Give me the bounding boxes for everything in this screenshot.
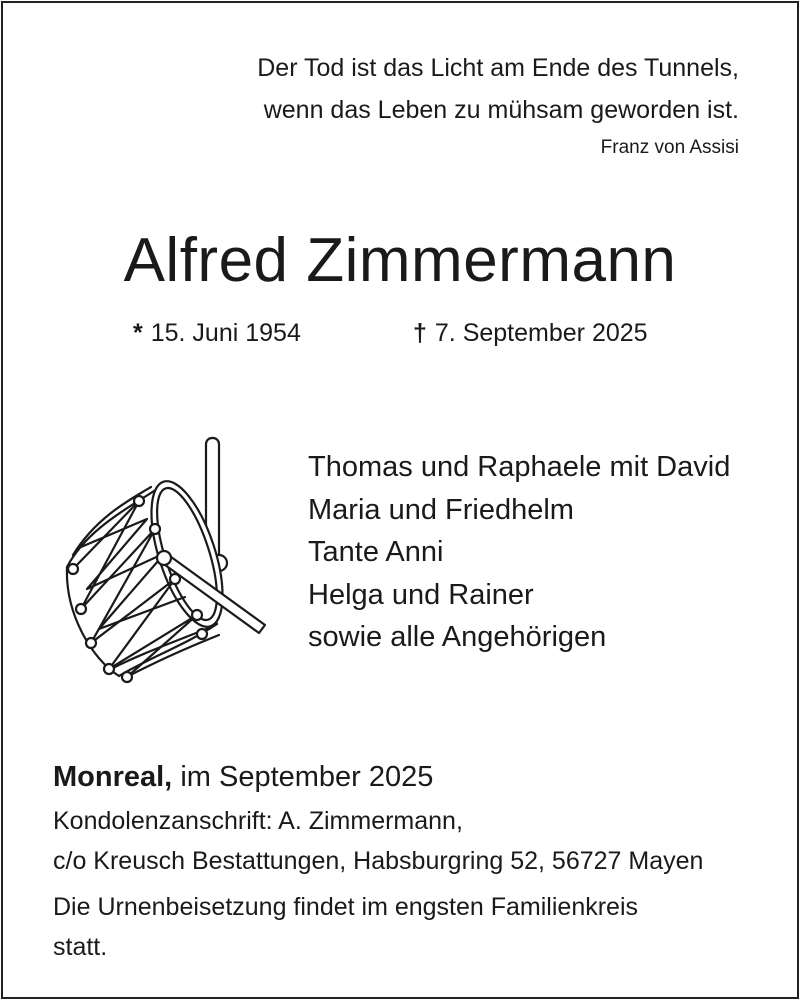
family-list [308,446,730,659]
death-date: 7. September 2025 [434,319,648,347]
family-member: sowie alle Angehörigen [308,621,607,653]
family-member: Tante Anni [308,536,444,568]
birth-symbol: * [133,319,143,347]
quote-author: Franz von Assisi [600,137,739,158]
family-member: Maria und Friedhelm [308,493,574,526]
family-member: Helga und Rainer [308,578,534,611]
birth-date: 15. Juni 1954 [150,319,301,347]
burial-note-line-1: Die Urnenbeisetzung findet im engsten Familienkreis [53,893,639,921]
quote-block [257,47,739,161]
place-date-line [53,755,763,799]
birth-date-group [133,319,301,348]
obituary-notice [1,1,799,999]
notice-date: im September 2025 [180,761,434,793]
life-dates [3,319,797,355]
condolence-address-line-1: Kondolenzanschrift: A. Zimmermann, [53,807,463,835]
place-name: Monreal, [53,761,173,793]
death-symbol: † [413,319,427,347]
quote-line-2: wenn das Leben zu mühsam geworden ist. [263,96,739,124]
family-member: Thomas und Raphaele mit David [308,451,731,483]
footer-block [53,755,763,967]
quote-line-1: Der Tod ist das Licht am Ende des Tunnels, [257,54,739,82]
death-date-group [413,319,648,348]
drum-icon [47,429,281,691]
condolence-address-line-2: c/o Kreusch Bestattungen, Habsburgring 52, 56727 Mayen [53,847,704,875]
burial-note-line-2: statt. [53,933,108,961]
deceased-name: Alfred Zimmermann [123,226,677,295]
